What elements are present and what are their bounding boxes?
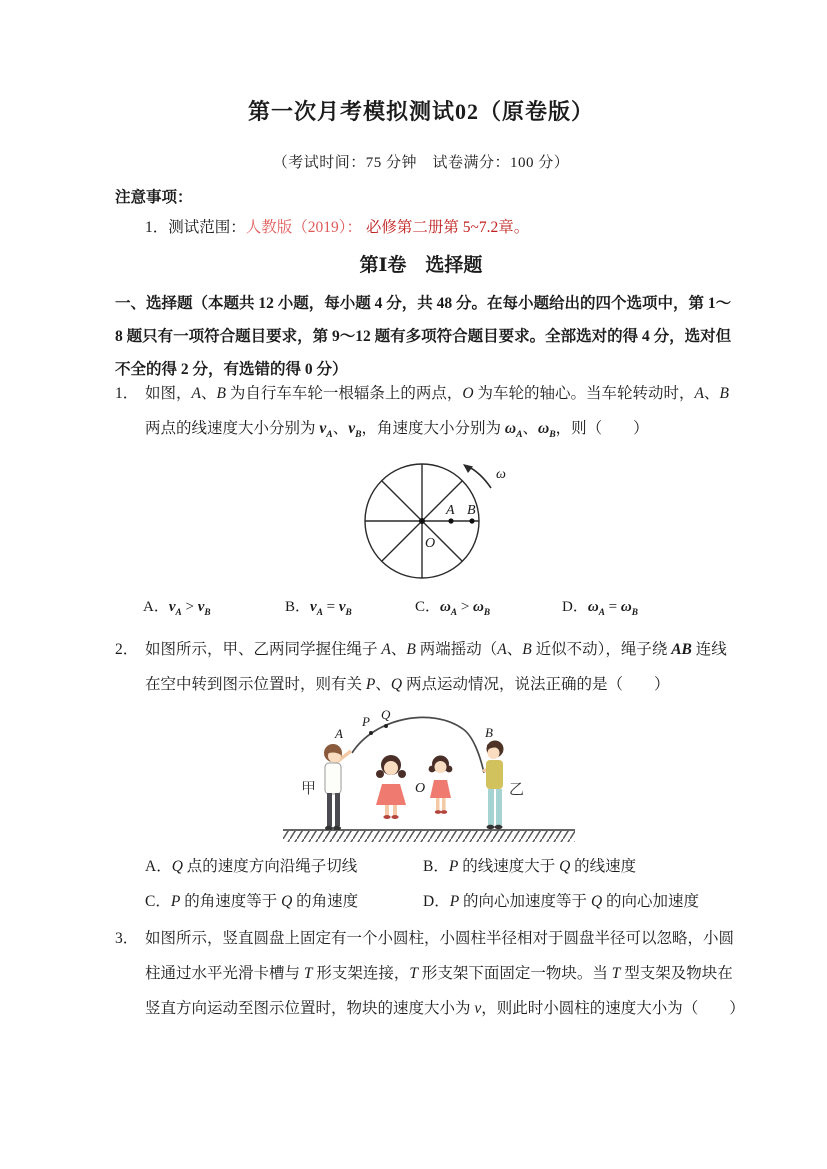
q2-options-row-2 bbox=[145, 884, 727, 919]
question-3-number: 3． bbox=[115, 930, 139, 948]
q2-option-d: D．P 的向心加速度等于 Q 的向心加速度 bbox=[423, 893, 700, 911]
question-2-number: 2． bbox=[115, 641, 139, 659]
note-scope-chapters: 必修第二册第 5~7.2章。 bbox=[365, 219, 530, 236]
question-2 bbox=[115, 632, 727, 702]
yi-leg-right bbox=[496, 789, 502, 825]
q2-option-b: B．P 的线速度大于 Q 的线速度 bbox=[423, 858, 637, 876]
q2-option-c: C．P 的角速度等于 Q 的角速度 bbox=[145, 893, 359, 911]
girl2-shoe-right bbox=[441, 810, 447, 814]
girl2-leg-left bbox=[436, 798, 440, 810]
question-3-line-2: 柱通过水平光滑卡槽与 T 形支架连接，T 形支架下面固定一物块。当 T 型支架及物块在 bbox=[145, 965, 733, 983]
q1-option-b: B．$v_A = v_B$ bbox=[285, 599, 352, 619]
multiple-choice-instructions bbox=[115, 287, 732, 386]
question-2-rope-figure bbox=[283, 707, 575, 845]
axle-o-label: O bbox=[425, 536, 436, 552]
question-2-line-2: 在空中转到图示位置时，则有关 P、Q 两点运动情况，说法正确的是（ ） bbox=[145, 676, 670, 694]
rope-end-a-label: A bbox=[335, 726, 343, 742]
yi-shirt bbox=[486, 760, 503, 789]
jia-shoe-right bbox=[333, 826, 341, 830]
yi-leg-left bbox=[488, 789, 494, 825]
rope-end-b-label: B bbox=[485, 725, 493, 741]
girl1-face bbox=[384, 761, 398, 775]
student-yi-figure bbox=[483, 741, 504, 830]
girl2-shoe-left bbox=[435, 810, 441, 814]
note-scope-line bbox=[115, 217, 727, 239]
question-1 bbox=[115, 376, 727, 452]
question-1-wheel-figure bbox=[340, 454, 520, 594]
rope-point-p-label: P bbox=[362, 714, 370, 730]
yi-shoe-left bbox=[487, 825, 495, 829]
question-3-line-1: 如图所示，竖直圆盘上固定有一个小圆柱，小圆柱半径相对于圆盘半径可以忽略，小圆 bbox=[145, 930, 735, 948]
instructions-line-2: 8 题只有一项符合题目要求，第 9～12 题有多项符合题目要求。全部选对的得 4 分，选对但 bbox=[115, 328, 732, 345]
note-scope-prefix: 1．测试范围： bbox=[145, 219, 246, 236]
q1-option-c: C．$\omega_A > \omega_B$ bbox=[415, 599, 491, 619]
jia-shoe-left bbox=[325, 826, 333, 830]
yi-shoe-right bbox=[495, 825, 503, 829]
page-title: 第一次月考模拟测试02（原卷版） bbox=[247, 99, 594, 124]
question-3-line-3: 竖直方向运动至图示位置时，物块的速度大小为 v，则此时小圆柱的速度大小为（ ） bbox=[145, 1000, 745, 1018]
section-1-title: 第Ⅰ卷 选择题 bbox=[359, 255, 483, 276]
point-b-label: B bbox=[467, 503, 476, 519]
girl-1-figure bbox=[376, 755, 406, 819]
point-a-label: A bbox=[446, 503, 455, 519]
jia-leg-right bbox=[335, 793, 340, 826]
wheel-axle-dot bbox=[419, 518, 425, 524]
student-yi-label: 乙 bbox=[509, 782, 525, 799]
girl-2-figure bbox=[429, 756, 453, 814]
yi-face bbox=[488, 747, 500, 759]
point-a-dot bbox=[448, 518, 453, 523]
point-b-dot bbox=[469, 518, 474, 523]
girl1-dress bbox=[376, 784, 406, 805]
girl1-leg-left bbox=[385, 805, 389, 815]
girl2-dress bbox=[430, 780, 451, 798]
rope-point-q-label: Q bbox=[381, 707, 391, 723]
q2-options-row-1 bbox=[145, 849, 727, 884]
midpoint-o-label: O bbox=[415, 781, 426, 797]
question-1-options bbox=[115, 596, 727, 624]
note-scope-edition: 人教版（2019）： bbox=[245, 219, 366, 236]
ground-hatching bbox=[283, 831, 575, 842]
ground bbox=[283, 830, 575, 842]
girl2-leg-right bbox=[442, 798, 446, 810]
rope-point-q-dot bbox=[384, 724, 388, 728]
jia-leg-left bbox=[327, 793, 332, 826]
girl1-pigtail-left bbox=[376, 770, 384, 778]
jia-shirt bbox=[325, 763, 341, 794]
q1-option-a: A．$v_A > v_B$ bbox=[143, 599, 211, 619]
girl2-face bbox=[435, 761, 447, 773]
rope-curve bbox=[352, 717, 484, 773]
exam-time-score-subtitle: （考试时间：75 分钟 试卷满分：100 分） bbox=[272, 155, 570, 171]
girl1-pigtail-right bbox=[398, 770, 406, 778]
girl1-leg-right bbox=[393, 805, 397, 815]
question-1-line-2: 两点的线速度大小分别为 $v_A$、$v_B$，角速度大小分别为 $\omega_A$、$\omega_B$，则（ ） bbox=[145, 420, 649, 441]
instructions-line-1: 一、选择题（本题共 12 小题，每小题 4 分，共 48 分。在每小题给出的四个选项中，第 1～ bbox=[115, 295, 732, 312]
question-2-options bbox=[115, 849, 727, 919]
omega-label: ω bbox=[496, 467, 506, 483]
notes-heading: 注意事项： bbox=[115, 189, 193, 206]
question-1-line-1: 如图，A、B 为自行车车轮一根辐条上的两点，O 为车轮的轴心。当车轮转动时，A、B bbox=[145, 385, 729, 402]
girl1-shoe-right bbox=[391, 815, 398, 819]
question-1-number: 1． bbox=[115, 385, 139, 402]
q1-option-d: D．$\omega_A = \omega_B$ bbox=[562, 599, 638, 619]
question-2-line-1: 如图所示，甲、乙两同学握住绳子 A、B 两端摇动（A、B 近似不动），绳子绕 AB 连线 bbox=[145, 641, 727, 659]
question-3 bbox=[115, 921, 745, 1026]
rope-point-p-dot bbox=[369, 731, 373, 735]
instructions-line-3: 不全的得 2 分，有选错的得 0 分） bbox=[115, 361, 348, 378]
q2-option-a: A．Q 点的速度方向沿绳子切线 bbox=[145, 858, 358, 876]
girl1-shoe-left bbox=[383, 815, 390, 819]
student-jia-label: 甲 bbox=[301, 781, 317, 798]
student-jia-figure bbox=[324, 744, 351, 830]
